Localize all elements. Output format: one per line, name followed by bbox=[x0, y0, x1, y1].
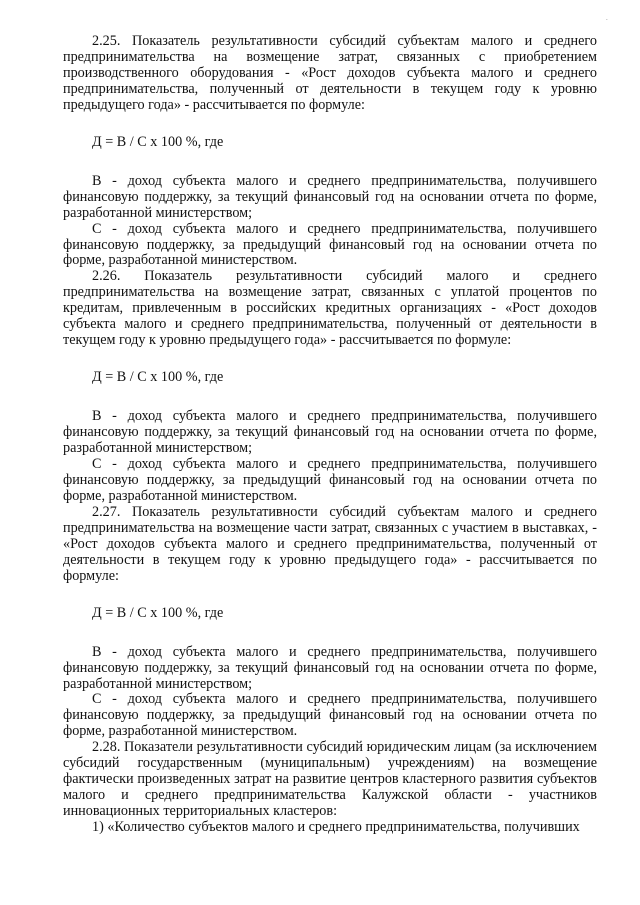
definition-c-2-25: С - доход субъекта малого и среднего предпринимательства, получившего финансовую поддержку, за предыдущий финансовый год на основании отчета по форме, разработанной министерством. bbox=[63, 220, 597, 269]
definition-b-2-26: В - доход субъекта малого и среднего предпринимательства, получившего финансовую поддержку, за текущий финансовый год на основании отчета по форме, разработанной министерством; bbox=[63, 408, 597, 457]
corner-mark: . bbox=[606, 14, 608, 22]
formula-2-25: Д = В / С х 100 %, где bbox=[92, 133, 224, 150]
definition-c-2-27: С - доход субъекта малого и среднего предпринимательства, получившего финансовую поддержку, за предыдущий финансовый год на основании отчета по форме, разработанной министерством. bbox=[63, 691, 597, 740]
paragraph-2-25: 2.25. Показатель результативности субсидий субъектам малого и среднего предпринимательства на возмещение затрат, связанных с приобретением производственного оборудования - «Рост доходов субъекта малого и среднего предпринимательства, полученный от деятельности в текущем году к уровню предыдущего года» - рассчитывается по формуле: bbox=[63, 33, 597, 113]
document-body bbox=[63, 34, 597, 836]
paragraph-2-27: 2.27. Показатель результативности субсидий субъектам малого и среднего предпринимательства на возмещение части затрат, связанных с участием в выставках, - «Рост доходов субъекта малого и среднего предпринимательства, полученный от деятельности в текущем году к уровню предыдущего года» - рассчитывается по формуле: bbox=[63, 503, 597, 584]
paragraph-2-26: 2.26. Показатель результативности субсидий малого и среднего предпринимательства на возмещение затрат, связанных с уплатой процентов по кредитам, привлеченным в российских кредитных организациях - «Рост доходов субъекта малого и среднего предпринимательства, полученный от деятельности в текущем году к уровню предыдущего года» - рассчитывается по формуле: bbox=[63, 268, 597, 349]
definition-b-2-27: В - доход субъекта малого и среднего предпринимательства, получившего финансовую поддержку, за текущий финансовый год на основании отчета по форме, разработанной министерством; bbox=[63, 643, 597, 692]
paragraph-2-28: 2.28. Показатели результативности субсидий юридическим лицам (за исключением субсидий государственным (муниципальным) учреждениям) на возмещение фактически произведенных затрат на развитие центров кластерного развития субъектов малого и среднего предпринимательства Калужской области - участников инновационных территориальных кластеров: bbox=[63, 739, 597, 820]
list-item-1: 1) «Количество субъектов малого и среднего предпринимательства, получивших bbox=[92, 819, 580, 836]
definition-c-2-26: С - доход субъекта малого и среднего предпринимательства, получившего финансовую поддержку, за предыдущий финансовый год на основании отчета по форме, разработанной министерством. bbox=[63, 456, 597, 504]
formula-2-26: Д = В / С х 100 %, где bbox=[92, 369, 224, 386]
formula-2-27: Д = В / С х 100 %, где bbox=[92, 604, 224, 621]
definition-b-2-25: В - доход субъекта малого и среднего предпринимательства, получившего финансовую поддержку, за текущий финансовый год на основании отчета по форме, разработанной министерством; bbox=[63, 172, 597, 221]
